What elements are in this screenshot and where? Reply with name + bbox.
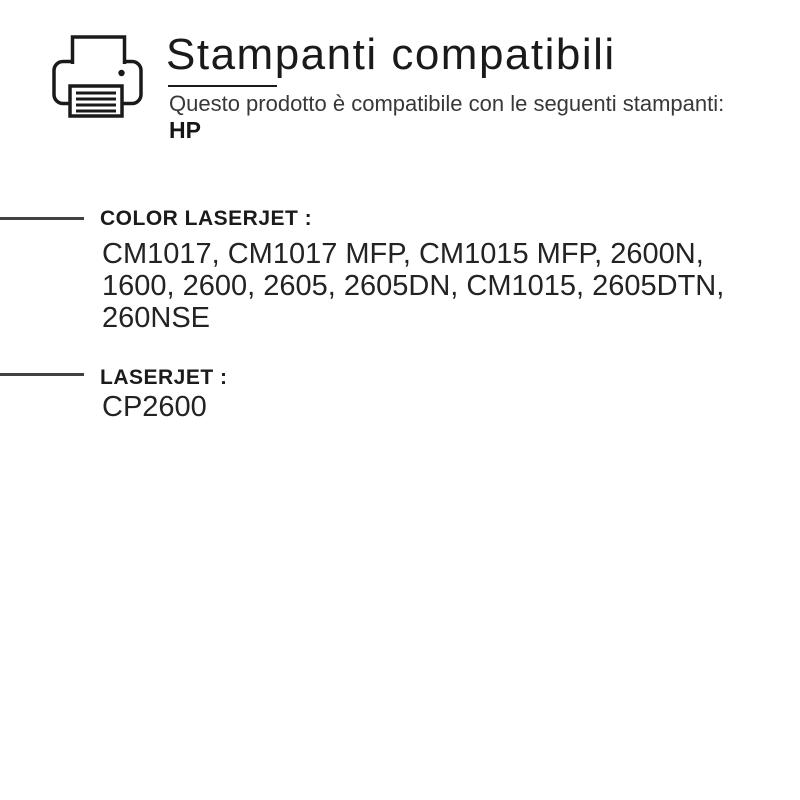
section-heading: COLOR LASERJET :: [100, 207, 313, 230]
brand-label: HP: [169, 117, 201, 143]
model-list: CM1017, CM1017 MFP, CM1015 MFP, 2600N, 1600, 2600, 2605, 2605DN, CM1015, 2605DTN, 260NSE: [102, 238, 725, 334]
model-list: CP2600: [102, 391, 207, 423]
section-rule: [0, 373, 84, 376]
title-underline: [168, 85, 277, 87]
page-title: Stampanti compatibili: [166, 30, 616, 79]
printer-icon: [52, 35, 143, 118]
subtitle: Questo prodotto è compatibile con le seguenti stampanti:: [169, 91, 725, 116]
section-rule: [0, 217, 84, 220]
section-heading: LASERJET :: [100, 366, 228, 389]
